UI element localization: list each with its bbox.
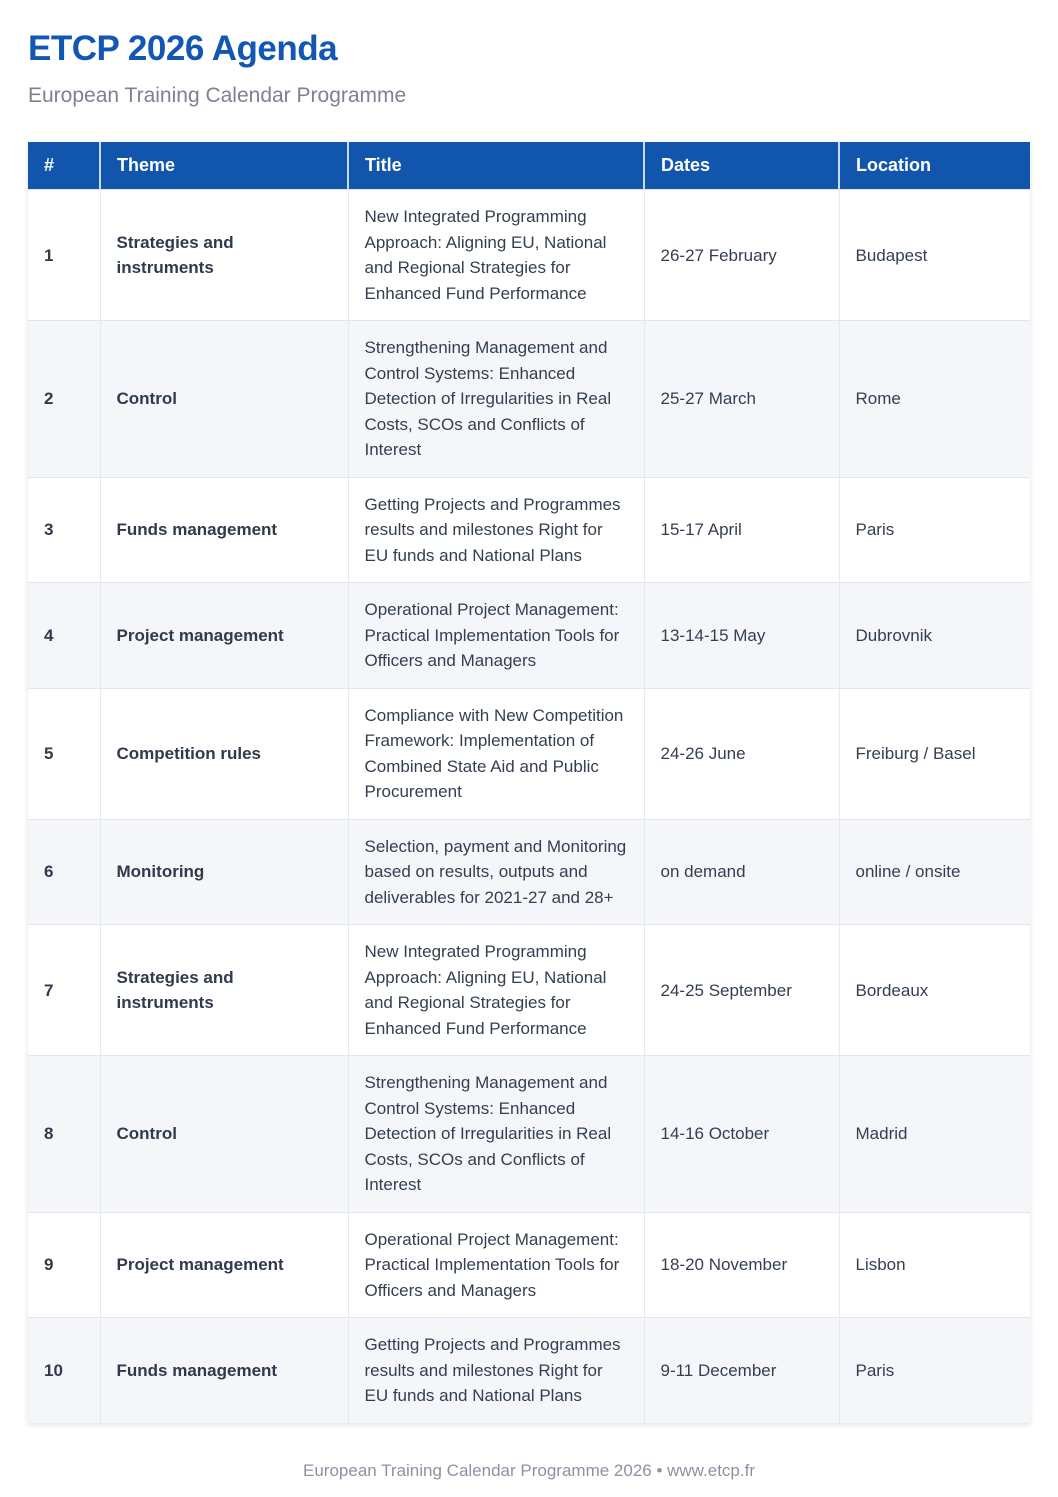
location-cell: Dubrovnik <box>839 583 1030 689</box>
dates-cell: on demand <box>644 819 839 925</box>
row-number-cell: 6 <box>28 819 100 925</box>
row-number-cell: 4 <box>28 583 100 689</box>
title-cell: Getting Projects and Programmes results and milestones Right for EU funds and National Plans <box>348 477 644 583</box>
title-cell: Operational Project Management: Practical Implementation Tools for Officers and Managers <box>348 583 644 689</box>
location-cell: Madrid <box>839 1056 1030 1213</box>
table-row <box>28 321 1030 478</box>
page-footer: European Training Calendar Programme 2026 • www.etcp.fr <box>303 1460 755 1480</box>
table-row <box>28 583 1030 689</box>
row-number-cell: 8 <box>28 1056 100 1213</box>
dates-cell: 24-25 September <box>644 925 839 1056</box>
location-cell: online / onsite <box>839 819 1030 925</box>
dates-cell: 18-20 November <box>644 1212 839 1318</box>
title-cell: Compliance with New Competition Framework: Implementation of Combined State Aid and Public Procurement <box>348 688 644 819</box>
table-row <box>28 477 1030 583</box>
table-row <box>28 925 1030 1056</box>
row-number-cell: 7 <box>28 925 100 1056</box>
row-number-cell: 2 <box>28 321 100 478</box>
dates-cell: 24-26 June <box>644 688 839 819</box>
theme-cell: Funds management <box>100 1318 348 1423</box>
page-title: ETCP 2026 Agenda <box>28 29 338 68</box>
row-number-cell: 5 <box>28 688 100 819</box>
title-cell: Operational Project Management: Practical Implementation Tools for Officers and Managers <box>348 1212 644 1318</box>
theme-cell: Strategies and instruments <box>100 190 348 321</box>
dates-cell: 13-14-15 May <box>644 583 839 689</box>
table-row <box>28 1056 1030 1213</box>
agenda-table <box>28 142 1030 1423</box>
title-cell: Getting Projects and Programmes results and milestones Right for EU funds and National Plans <box>348 1318 644 1423</box>
dates-cell: 26-27 February <box>644 190 839 321</box>
title-cell: Strengthening Management and Control Systems: Enhanced Detection of Irregularities in Real Costs, SCOs and Conflicts of Interest <box>348 1056 644 1213</box>
location-cell: Lisbon <box>839 1212 1030 1318</box>
column-header-location: Location <box>839 142 1030 190</box>
location-cell: Paris <box>839 477 1030 583</box>
dates-cell: 15-17 April <box>644 477 839 583</box>
theme-cell: Control <box>100 1056 348 1213</box>
location-cell: Budapest <box>839 190 1030 321</box>
title-cell: New Integrated Programming Approach: Aligning EU, National and Regional Strategies for Enhanced Fund Performance <box>348 925 644 1056</box>
table-row <box>28 190 1030 321</box>
table-row <box>28 1318 1030 1423</box>
row-number-cell: 3 <box>28 477 100 583</box>
table-row <box>28 819 1030 925</box>
title-cell: Selection, payment and Monitoring based on results, outputs and deliverables for 2021-27 and 28+ <box>348 819 644 925</box>
theme-cell: Control <box>100 321 348 478</box>
column-header-theme: Theme <box>100 142 348 190</box>
theme-cell: Monitoring <box>100 819 348 925</box>
table-row <box>28 688 1030 819</box>
theme-cell: Competition rules <box>100 688 348 819</box>
agenda-table-header <box>28 142 1030 190</box>
agenda-table-body <box>28 190 1030 1423</box>
title-cell: New Integrated Programming Approach: Aligning EU, National and Regional Strategies for Enhanced Fund Performance <box>348 190 644 321</box>
location-cell: Freiburg / Basel <box>839 688 1030 819</box>
header-row <box>28 142 1030 190</box>
dates-cell: 14-16 October <box>644 1056 839 1213</box>
column-header-title: Title <box>348 142 644 190</box>
theme-cell: Strategies and instruments <box>100 925 348 1056</box>
theme-cell: Project management <box>100 1212 348 1318</box>
column-header-dates: Dates <box>644 142 839 190</box>
row-number-cell: 9 <box>28 1212 100 1318</box>
page-subtitle: European Training Calendar Programme <box>28 83 407 107</box>
title-cell: Strengthening Management and Control Systems: Enhanced Detection of Irregularities in Real Costs, SCOs and Conflicts of Interest <box>348 321 644 478</box>
dates-cell: 25-27 March <box>644 321 839 478</box>
column-header-number: # <box>28 142 100 190</box>
dates-cell: 9-11 December <box>644 1318 839 1423</box>
row-number-cell: 1 <box>28 190 100 321</box>
location-cell: Bordeaux <box>839 925 1030 1056</box>
location-cell: Rome <box>839 321 1030 478</box>
theme-cell: Project management <box>100 583 348 689</box>
table-row <box>28 1212 1030 1318</box>
location-cell: Paris <box>839 1318 1030 1423</box>
row-number-cell: 10 <box>28 1318 100 1423</box>
theme-cell: Funds management <box>100 477 348 583</box>
